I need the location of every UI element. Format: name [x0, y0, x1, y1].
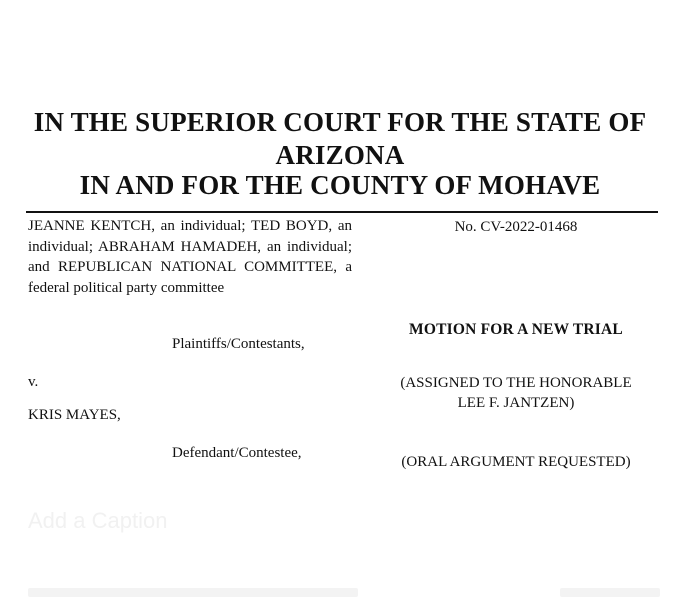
- caption-divider: [26, 211, 658, 213]
- case-number: No. CV-2022-01468: [454, 219, 578, 235]
- caption-input[interactable]: Add a Caption: [28, 508, 168, 533]
- plaintiffs-role: Plaintiffs/Contestants,: [172, 336, 305, 352]
- defendant-name: KRIS MAYES,: [28, 407, 121, 423]
- motion-title: MOTION FOR A NEW TRIAL: [409, 321, 623, 338]
- ghost-bar-right: [560, 588, 660, 597]
- assignment-line-2: LEE F. JANTZEN): [457, 395, 575, 411]
- oral-argument-note: (ORAL ARGUMENT REQUESTED): [401, 454, 631, 470]
- plaintiffs-block: JEANNE KENTCH, an individual; TED BOYD, an individual; ABRAHAM HAMADEH, an individual; and REPUBLICAN NATIONAL COMMITTEE, a federal political party committee: [28, 218, 352, 296]
- versus-label: v.: [28, 374, 39, 390]
- court-heading-line-2: ARIZONA: [275, 140, 405, 170]
- court-heading-line-3: IN AND FOR THE COUNTY OF MOHAVE: [79, 170, 601, 200]
- court-heading-line-1: IN THE SUPERIOR COURT FOR THE STATE OF: [33, 107, 647, 137]
- defendant-role: Defendant/Contestee,: [172, 445, 302, 461]
- assignment-line-1: (ASSIGNED TO THE HONORABLE: [400, 375, 632, 391]
- ghost-bar-left: [28, 588, 358, 597]
